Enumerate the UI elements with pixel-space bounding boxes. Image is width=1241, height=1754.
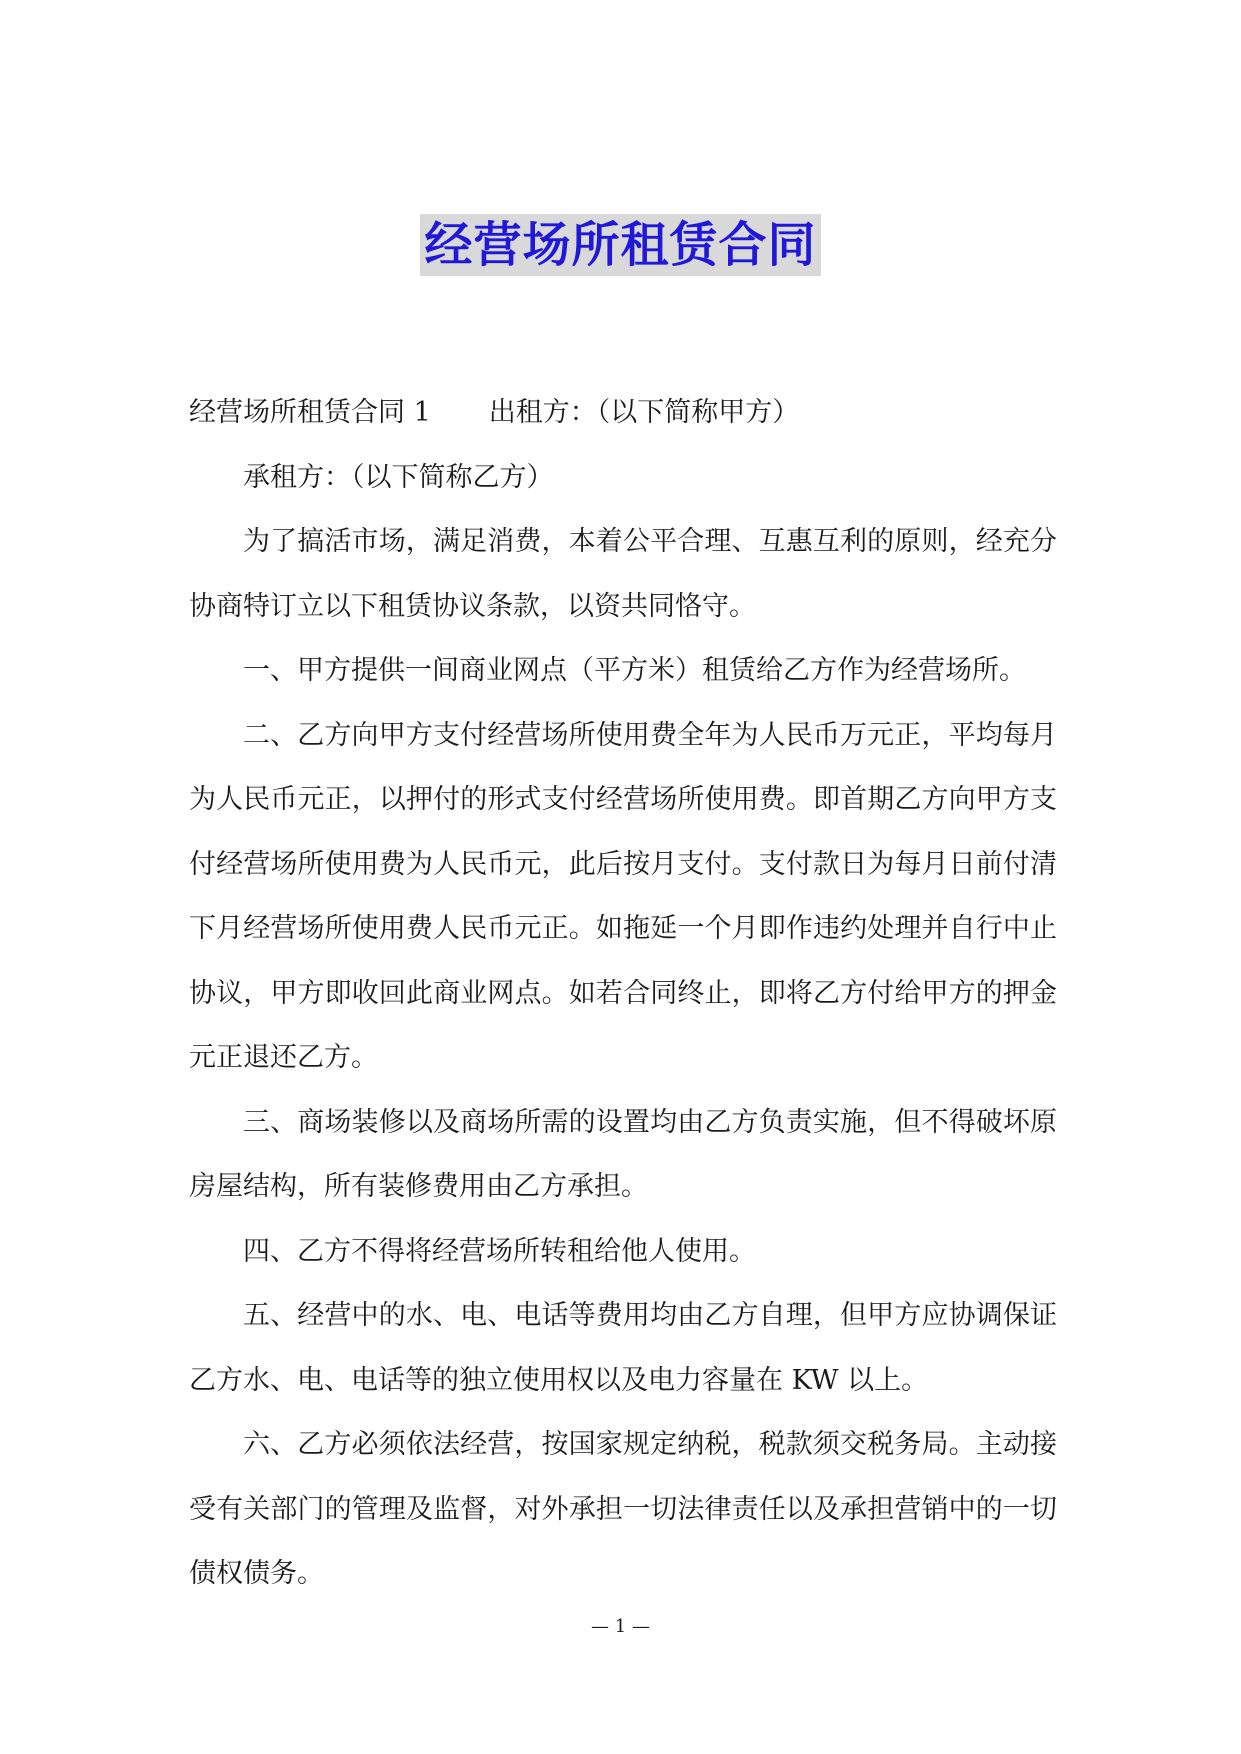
lessee-line: 承租方：（以下简称乙方） — [243, 461, 554, 493]
clause-5: 五、经营中的水、电、电话等费用均由乙方自理，但甲方应协调保证乙方水、电、电话等的独立使用权以及电力容量在 KW 以上。 — [189, 1300, 1057, 1396]
clause-4: 四、乙方不得将经营场所转租给他人使用。 — [243, 1235, 756, 1267]
title-container — [0, 214, 1241, 276]
intro-line — [189, 381, 1057, 446]
clause-1: 一、甲方提供一间商业网点（平方米）租赁给乙方作为经营场所。 — [243, 655, 1026, 686]
clause-3: 三、商场装修以及商场所需的设置均由乙方负责实施，但不得破坏原房屋结构，所有装修费用由乙方承担。 — [189, 1106, 1057, 1202]
clause-6: 六、乙方必须依法经营，按国家规定纳税，税款须交税务局。主动接受有关部门的管理及监督，对外承担一切法律责任以及承担营销中的一切债权债务。 — [189, 1429, 1057, 1589]
contract-heading: 经营场所租赁合同 1 — [189, 397, 431, 428]
preamble-paragraph: 为了搞活市场，满足消费，本着公平合理、互惠互利的原则，经充分协商特订立以下租赁协议条款，以资共同恪守。 — [189, 526, 1057, 622]
page-number: — 1 — — [591, 1616, 650, 1637]
clause-2: 二、乙方向甲方支付经营场所使用费全年为人民币万元正，平均每月为人民币元正，以押付的形式支付经营场所使用费。即首期乙方向甲方支付经营场所使用费为人民币元，此后按月支付。支付款日为每月日前付清下月经营场所使用费人民币元正。如拖延一个月即作违约处理并自行中止协议，甲方即收回此商业网点。如若合同终止，即将乙方付给甲方的押金元正退还乙方。 — [189, 719, 1057, 1073]
document-body — [189, 381, 1057, 1607]
document-title: 经营场所租赁合同 — [420, 214, 820, 276]
lessor-line: 出租方：（以下简称甲方） — [488, 397, 800, 428]
